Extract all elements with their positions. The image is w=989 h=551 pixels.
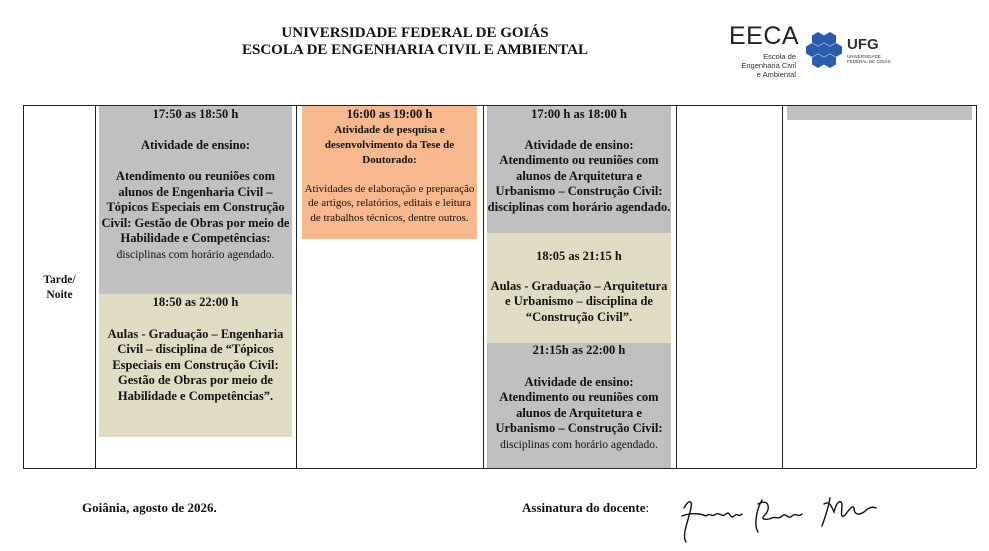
block-description: Aulas - Graduação – Engenharia Civil – disciplina de “Tópicos Especiais em Construção Civil: Gestão de Obras por meio de Habilidade e Competências”. [107,326,284,403]
block-activity-type: Atividade de pesquisa e desenvolvimento da Tese de Doutorado: [324,123,455,166]
block-time: 16:00 as 19:00 h [346,107,433,121]
row-label-tarde-noite: Tarde/ Noite [43,274,76,301]
block-time: 21:15h as 22:00 h [532,343,626,357]
schedule-block-teaching [99,106,292,294]
block-time: 17:50 as 18:50 h [152,107,239,121]
table-border-right [976,105,977,468]
block-description: Atendimento ou reuniões com alunos de Engenharia Civil – Tópicos Especiais em Construção Civil: Gestão de Obras por meio de Habilidade e Competências: disciplinas com horário agendado. [101,169,290,261]
block-time: 18:50 as 22:00 h [152,295,239,309]
block-activity-type: Atividade de ensino: [524,374,634,389]
schedule-block-empty [787,106,972,120]
ufg-logo-text: UFG [847,36,879,53]
eeca-logo-text: EECA [729,22,800,50]
block-time: 18:05 as 21:15 h [536,249,622,263]
place-date: Goiânia, agosto de 2026. [82,500,217,515]
block-description: Atendimento ou reuniões com alunos de Arquitetura e Urbanismo – Construção Civil: disciplinas com horário agendado. [495,390,663,451]
schedule-block-teaching [487,343,671,468]
table-divider [483,105,484,468]
table-divider [296,105,297,468]
schedule-block-class [99,294,292,437]
block-description: Atendimento ou reuniões com alunos de Arquitetura e Urbanismo – Construção Civil: disciplinas com horário agendado. [487,153,671,214]
block-description: Aulas - Graduação – Arquitetura e Urbanismo – disciplina de “Construção Civil”. [490,278,668,324]
block-description: Atividades de elaboração e preparação de artigos, relatórios, editais e leitura de trabalhos técnicos, dentre outros. [304,182,475,224]
university-title: UNIVERSIDADE FEDERAL DE GOIÁS [281,25,549,41]
schedule-block-class [487,233,671,343]
schedule-block-research [302,106,477,239]
table-bottom-border [23,468,976,469]
school-title: ESCOLA DE ENGENHARIA CIVIL E AMBIENTAL [241,42,589,58]
table-divider [782,105,783,468]
schedule-block-teaching [487,106,671,233]
eeca-logo [729,22,809,79]
block-activity-type: Atividade de ensino: [524,137,634,152]
ufg-hexagon-icon [804,30,848,74]
block-time: 17:00 h as 18:00 h [531,107,627,121]
block-activity-type: Atividade de ensino: [140,137,251,152]
table-divider [676,105,677,468]
signature-label: Assinatura do docente: [522,500,650,515]
eeca-logo-subtitle: Escola de Engenharia Civil e Ambiental [741,52,796,79]
handwritten-signature [672,490,882,545]
ufg-logo-subtitle: UNIVERSIDADE FEDERAL DE GOIÁS [847,54,891,64]
table-divider [95,105,96,468]
